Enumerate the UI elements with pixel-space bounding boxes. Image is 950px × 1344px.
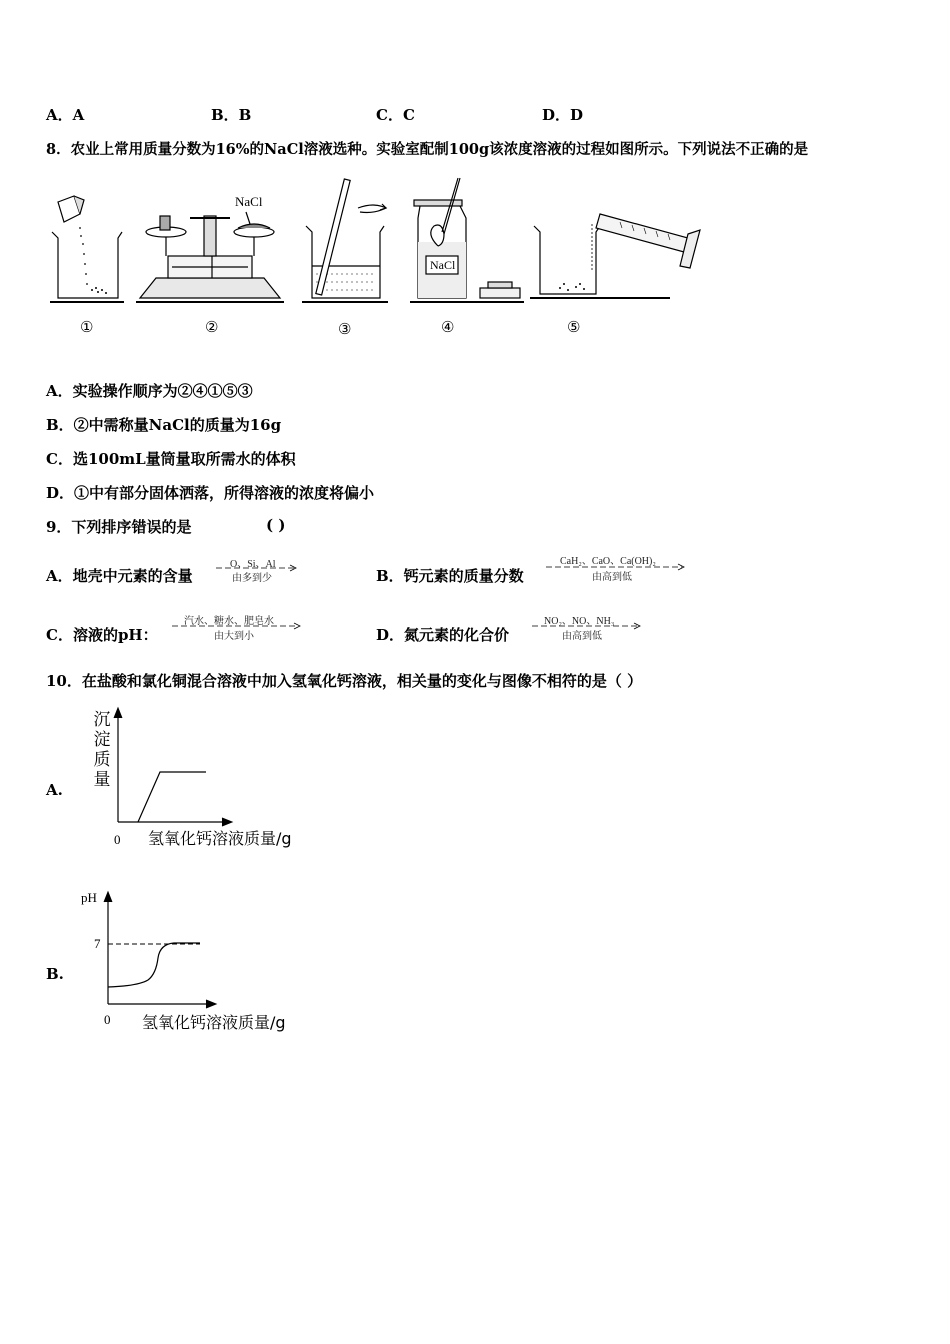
q9-b-top: CaH₂、CaO、Ca(OH)₂ (560, 556, 656, 567)
step-label-2: ② (205, 318, 219, 336)
q10-a-xlabel: 氢氧化钙溶液质量/g (148, 829, 292, 848)
q9-d-top: NO₂、NO、NH₃ (544, 616, 615, 627)
q9-option-b-label: B．钙元素的质量分数 (376, 567, 524, 585)
jar-nacl-label: NaCl (430, 258, 456, 272)
q7-option-d: D．D (542, 106, 584, 124)
balance-icon (136, 212, 284, 302)
q10-b-origin: 0 (104, 1012, 111, 1027)
q10-a-origin: 0 (114, 832, 121, 847)
q10-option-b-label: B. (46, 965, 64, 983)
q8-option-b: B．②中需称量NaCl的质量为16g (46, 416, 282, 434)
q9-stem: 9．下列排序错误的是 (46, 518, 192, 536)
q9-option-a-label: A．地壳中元素的含量 (46, 567, 193, 585)
reagent-bottle-icon (410, 178, 524, 302)
lab-procedure-figure (40, 172, 720, 347)
q9-option-d-label: D．氮元素的化合价 (376, 626, 510, 644)
step-label-3: ③ (338, 320, 352, 338)
q9-option-c-label: C．溶液的pH： (46, 626, 158, 644)
q10-b-ylabel: pH (81, 890, 97, 905)
q9-option-b-order (544, 552, 688, 583)
q8-option-a: A．实验操作顺序为②④①⑤③ (46, 382, 253, 400)
q9-d-bottom: 由高到低 (562, 631, 602, 642)
q8-figure (40, 172, 720, 347)
beaker-stirring-icon (302, 179, 388, 302)
step-label-4: ④ (441, 318, 455, 336)
cylinder-pouring-icon (530, 214, 700, 298)
q9-option-d-order (530, 612, 644, 640)
q7-option-a: A．A (46, 106, 85, 124)
q9-a-top: O、Si、Al (230, 559, 276, 570)
q10-b-xlabel: 氢氧化钙溶液质量/g (142, 1013, 286, 1032)
q9-b-bottom: 由高到低 (592, 572, 632, 583)
q10-b-ytick-7: 7 (94, 936, 101, 951)
q9-c-bottom: 由大到小 (214, 631, 254, 642)
balance-nacl-label: NaCl (235, 194, 263, 209)
q10-graph-a (86, 706, 326, 856)
q9-a-bottom: 由多到少 (232, 573, 272, 584)
q9-option-a-order (214, 555, 300, 584)
q10-a-ylabel: 沉 淀 质 量 (93, 710, 111, 790)
q8-option-c: C．选100mL量筒量取所需水的体积 (46, 450, 296, 468)
q7-option-c: C．C (376, 106, 415, 124)
step-label-1: ① (80, 318, 94, 336)
step-label-5: ⑤ (567, 318, 581, 336)
q10-stem: 10．在盐酸和氯化铜混合溶液中加入氢氧化钙溶液，相关量的变化与图像不相符的是（ ） (46, 672, 643, 690)
q8-stem: 8．农业上常用质量分数为16%的NaCl溶液选种。实验室配制100g该浓度溶液的过程如图所示。下列说法不正确的是 (46, 141, 809, 158)
q7-option-b: B．B (211, 106, 252, 124)
q8-option-d: D．①中有部分固体洒落，所得溶液的浓度将偏小 (46, 484, 375, 502)
beaker-pouring-icon (50, 196, 124, 302)
q9-c-top: 汽水、糖水、肥皂水 (184, 616, 274, 627)
q9-answer-paren: ( ) (266, 516, 286, 534)
q10-graph-b (80, 886, 340, 1036)
q9-option-c-order (170, 612, 304, 640)
q10-option-a-label: A. (46, 781, 63, 799)
